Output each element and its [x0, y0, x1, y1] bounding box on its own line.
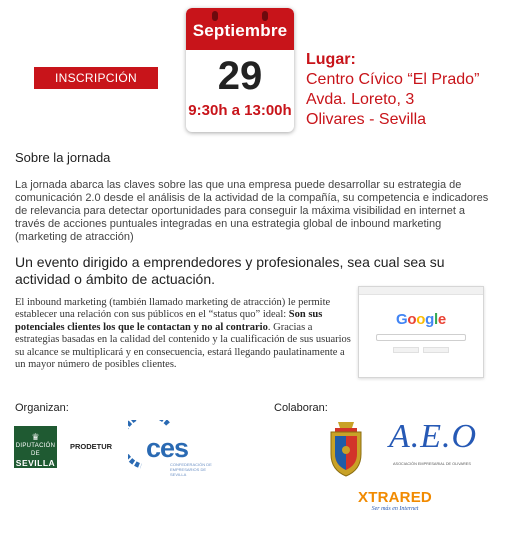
crown-icon: ♛ — [31, 432, 40, 442]
logo-letter: g — [425, 311, 435, 328]
about-title: Sobre la jornada — [15, 150, 111, 165]
olivares-coat-of-arms-icon — [326, 420, 366, 478]
location-label: Lugar: — [306, 51, 356, 68]
xtrared-logo — [349, 490, 441, 512]
logo-letter: e — [437, 311, 446, 328]
xtrared-tagline: Ser más en Internet — [371, 506, 419, 512]
google-buttons — [359, 347, 483, 353]
ces-logo — [128, 420, 212, 478]
inbound-description — [15, 297, 352, 371]
event-headline: Un evento dirigido a emprendedores y profesionales, sea cual sea su actividad o ámbito de actuación. — [15, 254, 445, 287]
logo-letter: l — [434, 311, 438, 328]
logo-text: SEVILLA — [15, 458, 56, 468]
google-lucky-button — [423, 347, 449, 353]
calendar-month: Septiembre — [186, 8, 294, 50]
about-text: La jornada abarca las claves sobre las que una empresa puede desarrollar su estrategia de comunicación 2.0 desde el análisis de la actividad de la compañía, su competencia e indicadores de relevancia para detectar oportunidades para conseguir la máxima visibilidad en internet a través de acciones puntuales integradas en una estrategia global de inbound marketing (marketing de atracción) — [15, 179, 489, 243]
diputacion-sevilla-logo — [14, 426, 57, 468]
logo-letter: G — [396, 311, 408, 328]
calendar-ring-icon — [262, 11, 268, 21]
logo-letter: o — [416, 311, 426, 328]
location-line: Centro Cívico “El Prado” — [306, 71, 480, 88]
description-highlight: Son sus potenciales clientes los que le contactan y no al contrario — [15, 309, 323, 333]
location-line: Olivares - Sevilla — [306, 111, 427, 128]
browser-toolbar — [359, 287, 483, 295]
description-text: El inbound marketing (también llamado marketing de atracción) le permite establecer una relación con sus públicos en el “status quo” ideal: — [15, 297, 331, 321]
aeo-wordmark: A.E.O — [389, 418, 478, 455]
aeo-logo — [389, 418, 478, 472]
inscripcion-button[interactable]: INSCRIPCIÓN — [34, 67, 158, 89]
calendar-ring-icon — [212, 11, 218, 21]
location-line: Avda. Loreto, 3 — [306, 91, 415, 108]
logo-text: DIPUTACIÓN DE — [15, 443, 56, 457]
event-time: 9:30h a 13:00h — [188, 102, 292, 119]
aeo-subtitle: ASOCIACIÓN EMPRESARIAL DE OLIVARES — [393, 462, 471, 466]
calendar-day: 29 — [217, 54, 263, 98]
description-text: . Gracias a estrategias basadas en la calidad del contenido y la cualificación de sus usuarios su alcance se multiplicará y en consecuencia, estará llegando paulatinamente a un mayor número de posibles clientes. — [15, 321, 351, 371]
google-search-box — [376, 334, 466, 341]
ces-subtitle: CONFEDERACIÓN DE EMPRESARIOS DE SEVILLA — [170, 462, 212, 477]
collaborators-title: Colaboran: — [274, 402, 328, 414]
xtrared-wordmark: XTRARED — [358, 489, 432, 506]
event-date-calendar — [186, 8, 294, 132]
organizers-title: Organizan: — [15, 402, 69, 414]
google-search-button — [393, 347, 419, 353]
prodetur-logo: PRODETUR — [70, 442, 113, 451]
google-screenshot-image — [358, 286, 484, 378]
ces-wordmark: ces — [146, 433, 189, 463]
event-location — [306, 50, 479, 130]
google-logo — [359, 311, 483, 328]
logo-letter: o — [407, 311, 417, 328]
